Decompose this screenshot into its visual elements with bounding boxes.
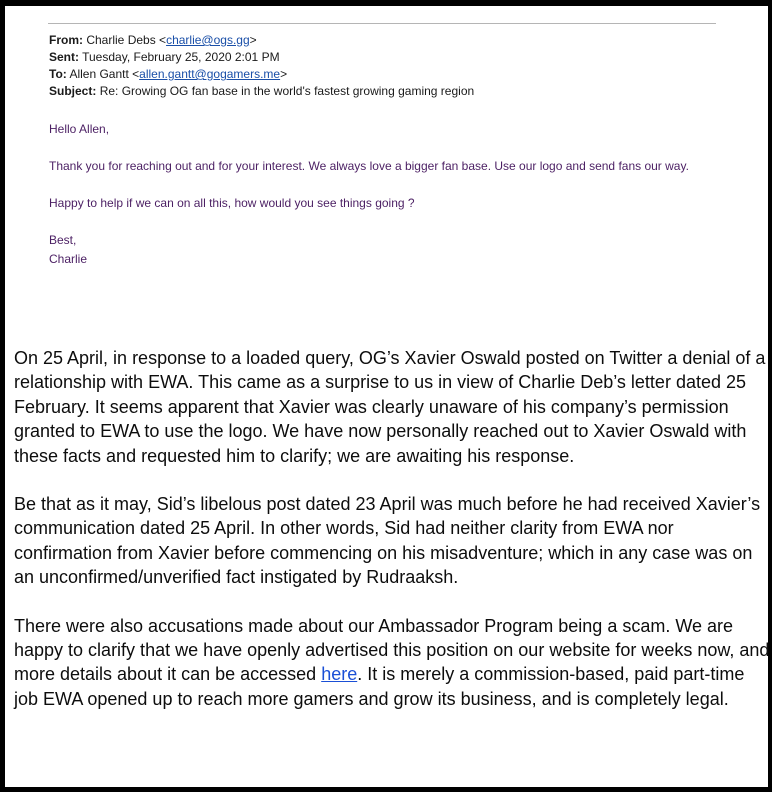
paragraph-3-lead: There were also accusations made about our Ambassador Program being a scam. We are happy to clarify that we have openly advertised this position on our website for weeks now, and more details about it can be accessed xyxy=(14,615,770,685)
from-name: Charlie Debs < xyxy=(86,33,167,47)
statement-paragraph-2: Be that as it may, Sid’s libelous post dated 23 April was much before he had received Xavier’s communication dated 25 April. In other words, Sid had neither clarity from EWA nor confirmation from Xavier before commencing on his misadventure; which in any case was on an unconfirmed/unverified fact instigated by Rudraaksh. xyxy=(14,494,761,588)
statement-body xyxy=(14,346,772,711)
email-from-line xyxy=(49,32,729,49)
signature-name: Charlie xyxy=(49,252,88,266)
subject-label: Subject: xyxy=(49,84,97,98)
email-signoff xyxy=(49,231,729,269)
email-greeting: Hello Allen, xyxy=(49,122,110,136)
sent-value: Tuesday, February 25, 2020 2:01 PM xyxy=(82,50,280,64)
email-sent-line xyxy=(49,49,729,66)
to-close: > xyxy=(280,67,288,81)
statement-paragraph-1: On 25 April, in response to a loaded query, OG’s Xavier Oswald posted on Twitter a denial of a relationship with EWA. This came as a surprise to us in view of Charlie Deb’s letter dated 25 February. It seems apparent that Xavier was clearly unaware of his company’s permission granted to EWA to use the logo. We have now personally reached out to Xavier Oswald with these facts and requested him to clarify; we are awaiting his response. xyxy=(14,348,766,466)
to-label: To: xyxy=(49,67,67,81)
subject-value: Re: Growing OG fan base in the world's fastest growing gaming region xyxy=(99,84,475,98)
email-paragraph-2: Happy to help if we can on all this, how would you see things going ? xyxy=(49,196,415,210)
statement-paragraph-3 xyxy=(14,614,772,712)
here-link[interactable]: here xyxy=(321,664,358,685)
email-screenshot xyxy=(49,32,729,269)
signoff-text: Best, xyxy=(49,233,77,247)
sent-label: Sent: xyxy=(49,50,79,64)
email-subject-line xyxy=(49,83,729,100)
paragraph-3-tail: . It is merely a commission-based, paid part-time job EWA opened up to reach more gamers and grow its business, and is completely legal. xyxy=(14,664,745,709)
email-header-divider xyxy=(48,23,716,24)
from-label: From: xyxy=(49,33,83,47)
from-close: > xyxy=(249,33,257,47)
to-name: Allen Gantt < xyxy=(69,67,140,81)
email-to-line xyxy=(49,66,729,83)
to-email-link[interactable]: allen.gantt@gogamers.me xyxy=(139,67,281,81)
from-email-link[interactable]: charlie@ogs.gg xyxy=(166,33,250,47)
email-paragraph-1: Thank you for reaching out and for your interest. We always love a bigger fan base. Use our logo and send fans our way. xyxy=(49,159,689,173)
